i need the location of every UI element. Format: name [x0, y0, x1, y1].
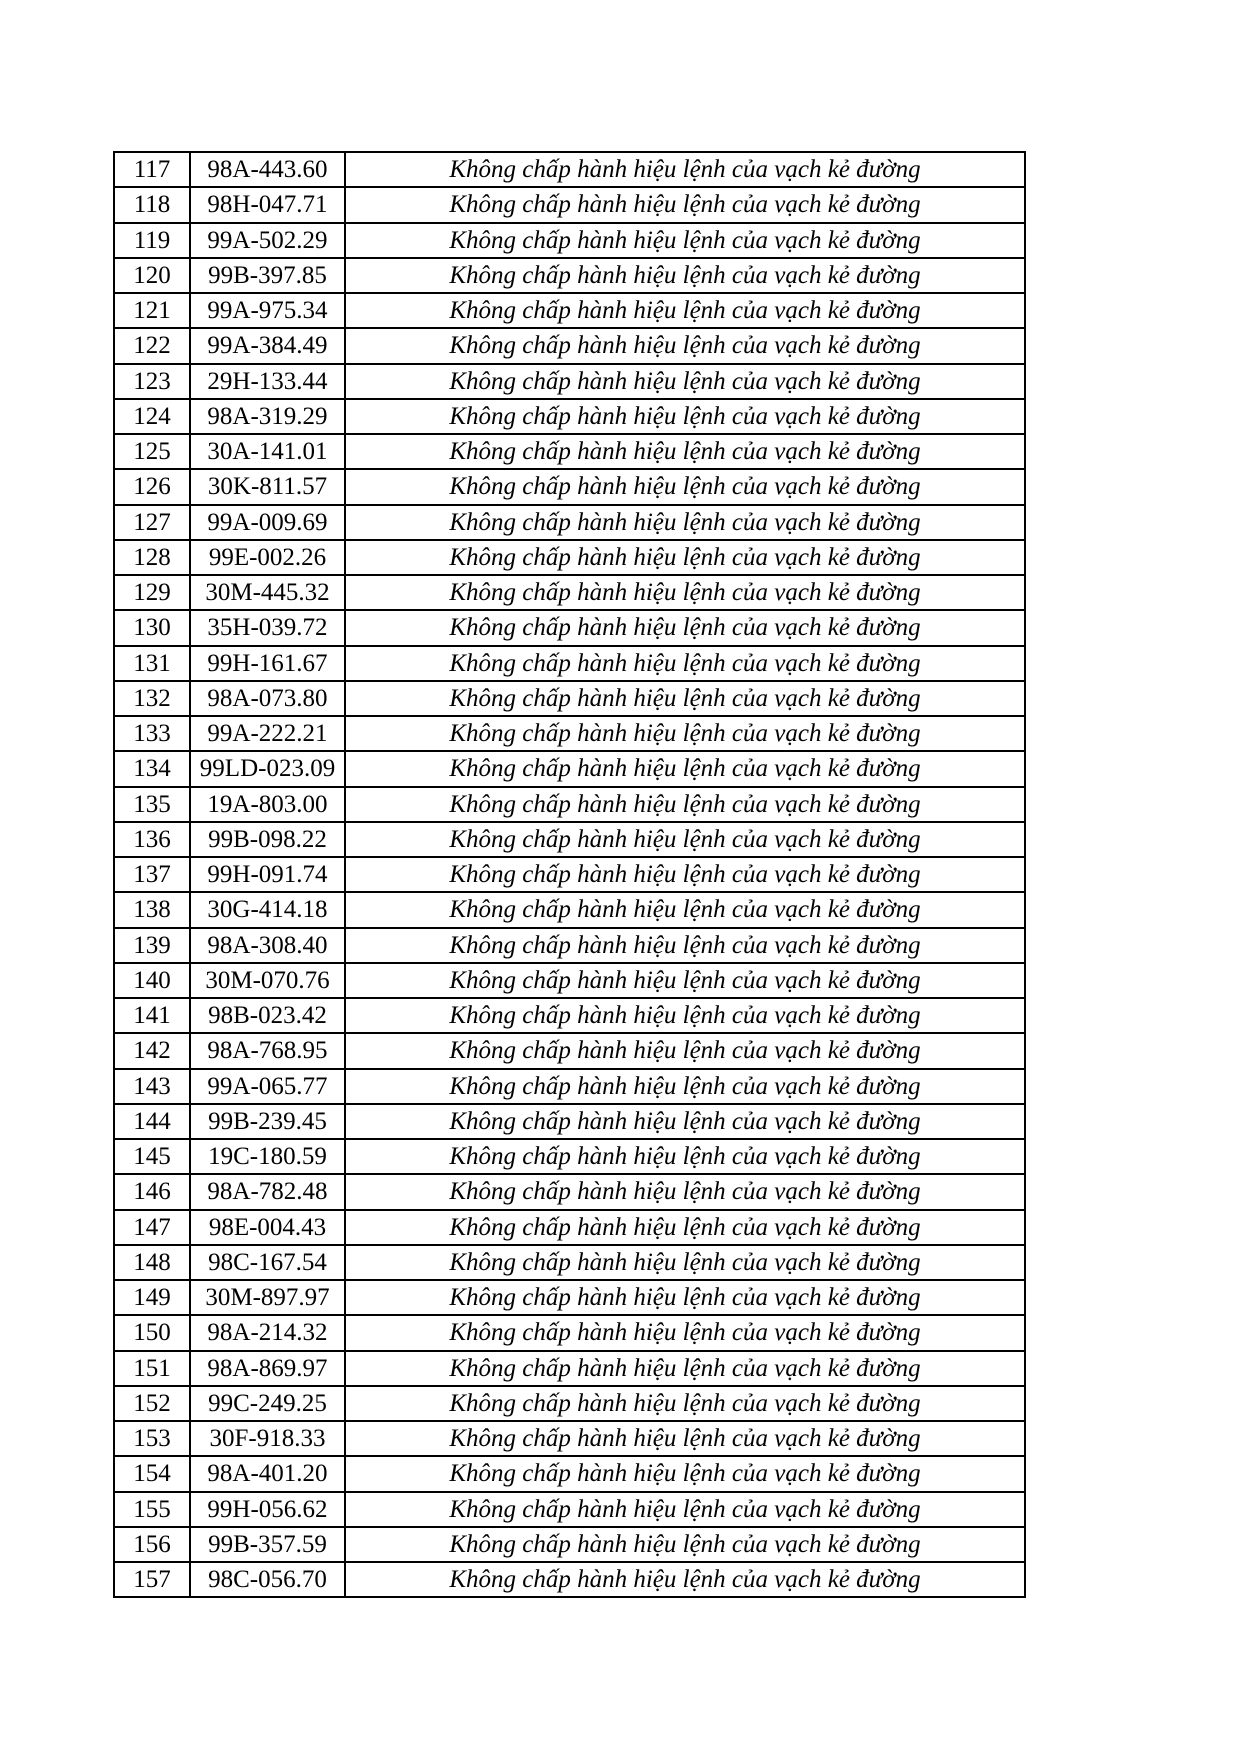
- violation-cell: Không chấp hành hiệu lệnh của vạch kẻ đường: [345, 892, 1025, 927]
- violation-cell: Không chấp hành hiệu lệnh của vạch kẻ đường: [345, 1492, 1025, 1527]
- license-plate-cell: 30K-811.57: [190, 469, 345, 504]
- violation-cell: Không chấp hành hiệu lệnh của vạch kẻ đường: [345, 540, 1025, 575]
- table-row: [114, 1245, 1025, 1280]
- row-number-cell: 130: [114, 610, 190, 645]
- violation-cell: Không chấp hành hiệu lệnh của vạch kẻ đường: [345, 610, 1025, 645]
- row-number-cell: 153: [114, 1421, 190, 1456]
- table-row: [114, 1386, 1025, 1421]
- license-plate-cell: 99B-397.85: [190, 258, 345, 293]
- violation-cell: Không chấp hành hiệu lệnh của vạch kẻ đường: [345, 1562, 1025, 1597]
- license-plate-cell: 99A-009.69: [190, 505, 345, 540]
- table-row: [114, 610, 1025, 645]
- violation-cell: Không chấp hành hiệu lệnh của vạch kẻ đường: [345, 1104, 1025, 1139]
- violation-cell: Không chấp hành hiệu lệnh của vạch kẻ đường: [345, 1280, 1025, 1315]
- row-number-cell: 155: [114, 1492, 190, 1527]
- table-row: [114, 1492, 1025, 1527]
- violation-cell: Không chấp hành hiệu lệnh của vạch kẻ đường: [345, 575, 1025, 610]
- license-plate-cell: 99H-056.62: [190, 1492, 345, 1527]
- violation-cell: Không chấp hành hiệu lệnh của vạch kẻ đường: [345, 152, 1025, 187]
- license-plate-cell: 99A-222.21: [190, 716, 345, 751]
- row-number-cell: 120: [114, 258, 190, 293]
- violation-cell: Không chấp hành hiệu lệnh của vạch kẻ đường: [345, 787, 1025, 822]
- violation-table-body: [114, 152, 1025, 1597]
- license-plate-cell: 98H-047.71: [190, 187, 345, 222]
- row-number-cell: 152: [114, 1386, 190, 1421]
- violation-cell: Không chấp hành hiệu lệnh của vạch kẻ đường: [345, 1210, 1025, 1245]
- license-plate-cell: 98A-073.80: [190, 681, 345, 716]
- license-plate-cell: 98A-401.20: [190, 1456, 345, 1491]
- table-row: [114, 787, 1025, 822]
- row-number-cell: 135: [114, 787, 190, 822]
- row-number-cell: 140: [114, 963, 190, 998]
- table-row: [114, 998, 1025, 1033]
- row-number-cell: 121: [114, 293, 190, 328]
- violation-cell: Không chấp hành hiệu lệnh của vạch kẻ đường: [345, 998, 1025, 1033]
- table-row: [114, 540, 1025, 575]
- table-row: [114, 716, 1025, 751]
- license-plate-cell: 30M-897.97: [190, 1280, 345, 1315]
- violation-cell: Không chấp hành hiệu lệnh của vạch kẻ đường: [345, 646, 1025, 681]
- violation-cell: Không chấp hành hiệu lệnh của vạch kẻ đường: [345, 434, 1025, 469]
- license-plate-cell: 30A-141.01: [190, 434, 345, 469]
- table-row: [114, 575, 1025, 610]
- table-row: [114, 258, 1025, 293]
- license-plate-cell: 98A-869.97: [190, 1351, 345, 1386]
- violation-cell: Không chấp hành hiệu lệnh của vạch kẻ đường: [345, 716, 1025, 751]
- table-row: [114, 1456, 1025, 1491]
- table-row: [114, 1139, 1025, 1174]
- row-number-cell: 141: [114, 998, 190, 1033]
- row-number-cell: 127: [114, 505, 190, 540]
- violation-cell: Không chấp hành hiệu lệnh của vạch kẻ đường: [345, 1174, 1025, 1209]
- license-plate-cell: 98A-768.95: [190, 1033, 345, 1068]
- row-number-cell: 157: [114, 1562, 190, 1597]
- row-number-cell: 151: [114, 1351, 190, 1386]
- table-row: [114, 434, 1025, 469]
- row-number-cell: 142: [114, 1033, 190, 1068]
- violation-cell: Không chấp hành hiệu lệnh của vạch kẻ đường: [345, 751, 1025, 786]
- row-number-cell: 129: [114, 575, 190, 610]
- row-number-cell: 137: [114, 857, 190, 892]
- table-row: [114, 928, 1025, 963]
- violation-cell: Không chấp hành hiệu lệnh của vạch kẻ đường: [345, 469, 1025, 504]
- license-plate-cell: 99A-975.34: [190, 293, 345, 328]
- row-number-cell: 122: [114, 328, 190, 363]
- license-plate-cell: 98B-023.42: [190, 998, 345, 1033]
- table-row: [114, 328, 1025, 363]
- table-row: [114, 892, 1025, 927]
- violation-cell: Không chấp hành hiệu lệnh của vạch kẻ đường: [345, 505, 1025, 540]
- row-number-cell: 143: [114, 1069, 190, 1104]
- violation-cell: Không chấp hành hiệu lệnh của vạch kẻ đường: [345, 857, 1025, 892]
- violation-cell: Không chấp hành hiệu lệnh của vạch kẻ đường: [345, 223, 1025, 258]
- table-row: [114, 646, 1025, 681]
- violation-cell: Không chấp hành hiệu lệnh của vạch kẻ đường: [345, 399, 1025, 434]
- row-number-cell: 132: [114, 681, 190, 716]
- table-row: [114, 399, 1025, 434]
- license-plate-cell: 98E-004.43: [190, 1210, 345, 1245]
- license-plate-cell: 19A-803.00: [190, 787, 345, 822]
- table-row: [114, 1033, 1025, 1068]
- table-row: [114, 1069, 1025, 1104]
- row-number-cell: 136: [114, 822, 190, 857]
- table-row: [114, 822, 1025, 857]
- row-number-cell: 154: [114, 1456, 190, 1491]
- license-plate-cell: 98A-782.48: [190, 1174, 345, 1209]
- violation-cell: Không chấp hành hiệu lệnh của vạch kẻ đường: [345, 293, 1025, 328]
- row-number-cell: 139: [114, 928, 190, 963]
- row-number-cell: 124: [114, 399, 190, 434]
- table-row: [114, 1210, 1025, 1245]
- license-plate-cell: 30F-918.33: [190, 1421, 345, 1456]
- row-number-cell: 148: [114, 1245, 190, 1280]
- violation-cell: Không chấp hành hiệu lệnh của vạch kẻ đường: [345, 364, 1025, 399]
- table-row: [114, 1351, 1025, 1386]
- table-row: [114, 469, 1025, 504]
- violation-cell: Không chấp hành hiệu lệnh của vạch kẻ đường: [345, 822, 1025, 857]
- violation-cell: Không chấp hành hiệu lệnh của vạch kẻ đường: [345, 1315, 1025, 1350]
- license-plate-cell: 99B-239.45: [190, 1104, 345, 1139]
- license-plate-cell: 99A-502.29: [190, 223, 345, 258]
- row-number-cell: 118: [114, 187, 190, 222]
- license-plate-cell: 99C-249.25: [190, 1386, 345, 1421]
- license-plate-cell: 98C-167.54: [190, 1245, 345, 1280]
- license-plate-cell: 99A-384.49: [190, 328, 345, 363]
- table-row: [114, 1315, 1025, 1350]
- row-number-cell: 123: [114, 364, 190, 399]
- row-number-cell: 119: [114, 223, 190, 258]
- violation-cell: Không chấp hành hiệu lệnh của vạch kẻ đường: [345, 681, 1025, 716]
- license-plate-cell: 99A-065.77: [190, 1069, 345, 1104]
- row-number-cell: 131: [114, 646, 190, 681]
- violation-cell: Không chấp hành hiệu lệnh của vạch kẻ đường: [345, 928, 1025, 963]
- violation-cell: Không chấp hành hiệu lệnh của vạch kẻ đường: [345, 1527, 1025, 1562]
- row-number-cell: 117: [114, 152, 190, 187]
- license-plate-cell: 98A-319.29: [190, 399, 345, 434]
- row-number-cell: 145: [114, 1139, 190, 1174]
- row-number-cell: 134: [114, 751, 190, 786]
- table-row: [114, 1104, 1025, 1139]
- row-number-cell: 138: [114, 892, 190, 927]
- table-row: [114, 857, 1025, 892]
- license-plate-cell: 35H-039.72: [190, 610, 345, 645]
- violation-cell: Không chấp hành hiệu lệnh của vạch kẻ đường: [345, 963, 1025, 998]
- violation-cell: Không chấp hành hiệu lệnh của vạch kẻ đường: [345, 258, 1025, 293]
- license-plate-cell: 99H-091.74: [190, 857, 345, 892]
- table-row: [114, 505, 1025, 540]
- license-plate-cell: 99B-357.59: [190, 1527, 345, 1562]
- license-plate-cell: 98A-443.60: [190, 152, 345, 187]
- violation-cell: Không chấp hành hiệu lệnh của vạch kẻ đường: [345, 1245, 1025, 1280]
- license-plate-cell: 30M-070.76: [190, 963, 345, 998]
- table-row: [114, 1280, 1025, 1315]
- row-number-cell: 133: [114, 716, 190, 751]
- table-row: [114, 681, 1025, 716]
- table-row: [114, 1562, 1025, 1597]
- violation-cell: Không chấp hành hiệu lệnh của vạch kẻ đường: [345, 1386, 1025, 1421]
- row-number-cell: 156: [114, 1527, 190, 1562]
- table-row: [114, 293, 1025, 328]
- row-number-cell: 150: [114, 1315, 190, 1350]
- license-plate-cell: 98A-308.40: [190, 928, 345, 963]
- table-row: [114, 963, 1025, 998]
- table-row: [114, 152, 1025, 187]
- license-plate-cell: 99H-161.67: [190, 646, 345, 681]
- table-row: [114, 223, 1025, 258]
- violation-cell: Không chấp hành hiệu lệnh của vạch kẻ đường: [345, 1069, 1025, 1104]
- row-number-cell: 144: [114, 1104, 190, 1139]
- license-plate-cell: 30G-414.18: [190, 892, 345, 927]
- violation-cell: Không chấp hành hiệu lệnh của vạch kẻ đường: [345, 1351, 1025, 1386]
- license-plate-cell: 98C-056.70: [190, 1562, 345, 1597]
- table-row: [114, 751, 1025, 786]
- violation-table: [113, 151, 1026, 1598]
- violation-cell: Không chấp hành hiệu lệnh của vạch kẻ đường: [345, 328, 1025, 363]
- table-row: [114, 1527, 1025, 1562]
- row-number-cell: 126: [114, 469, 190, 504]
- row-number-cell: 128: [114, 540, 190, 575]
- license-plate-cell: 99LD-023.09: [190, 751, 345, 786]
- license-plate-cell: 99E-002.26: [190, 540, 345, 575]
- violation-cell: Không chấp hành hiệu lệnh của vạch kẻ đường: [345, 1421, 1025, 1456]
- license-plate-cell: 30M-445.32: [190, 575, 345, 610]
- table-row: [114, 364, 1025, 399]
- license-plate-cell: 99B-098.22: [190, 822, 345, 857]
- license-plate-cell: 19C-180.59: [190, 1139, 345, 1174]
- row-number-cell: 125: [114, 434, 190, 469]
- row-number-cell: 147: [114, 1210, 190, 1245]
- row-number-cell: 146: [114, 1174, 190, 1209]
- license-plate-cell: 98A-214.32: [190, 1315, 345, 1350]
- table-row: [114, 187, 1025, 222]
- row-number-cell: 149: [114, 1280, 190, 1315]
- table-row: [114, 1174, 1025, 1209]
- violation-cell: Không chấp hành hiệu lệnh của vạch kẻ đường: [345, 187, 1025, 222]
- license-plate-cell: 29H-133.44: [190, 364, 345, 399]
- violation-cell: Không chấp hành hiệu lệnh của vạch kẻ đường: [345, 1456, 1025, 1491]
- table-row: [114, 1421, 1025, 1456]
- violation-cell: Không chấp hành hiệu lệnh của vạch kẻ đường: [345, 1139, 1025, 1174]
- violation-cell: Không chấp hành hiệu lệnh của vạch kẻ đường: [345, 1033, 1025, 1068]
